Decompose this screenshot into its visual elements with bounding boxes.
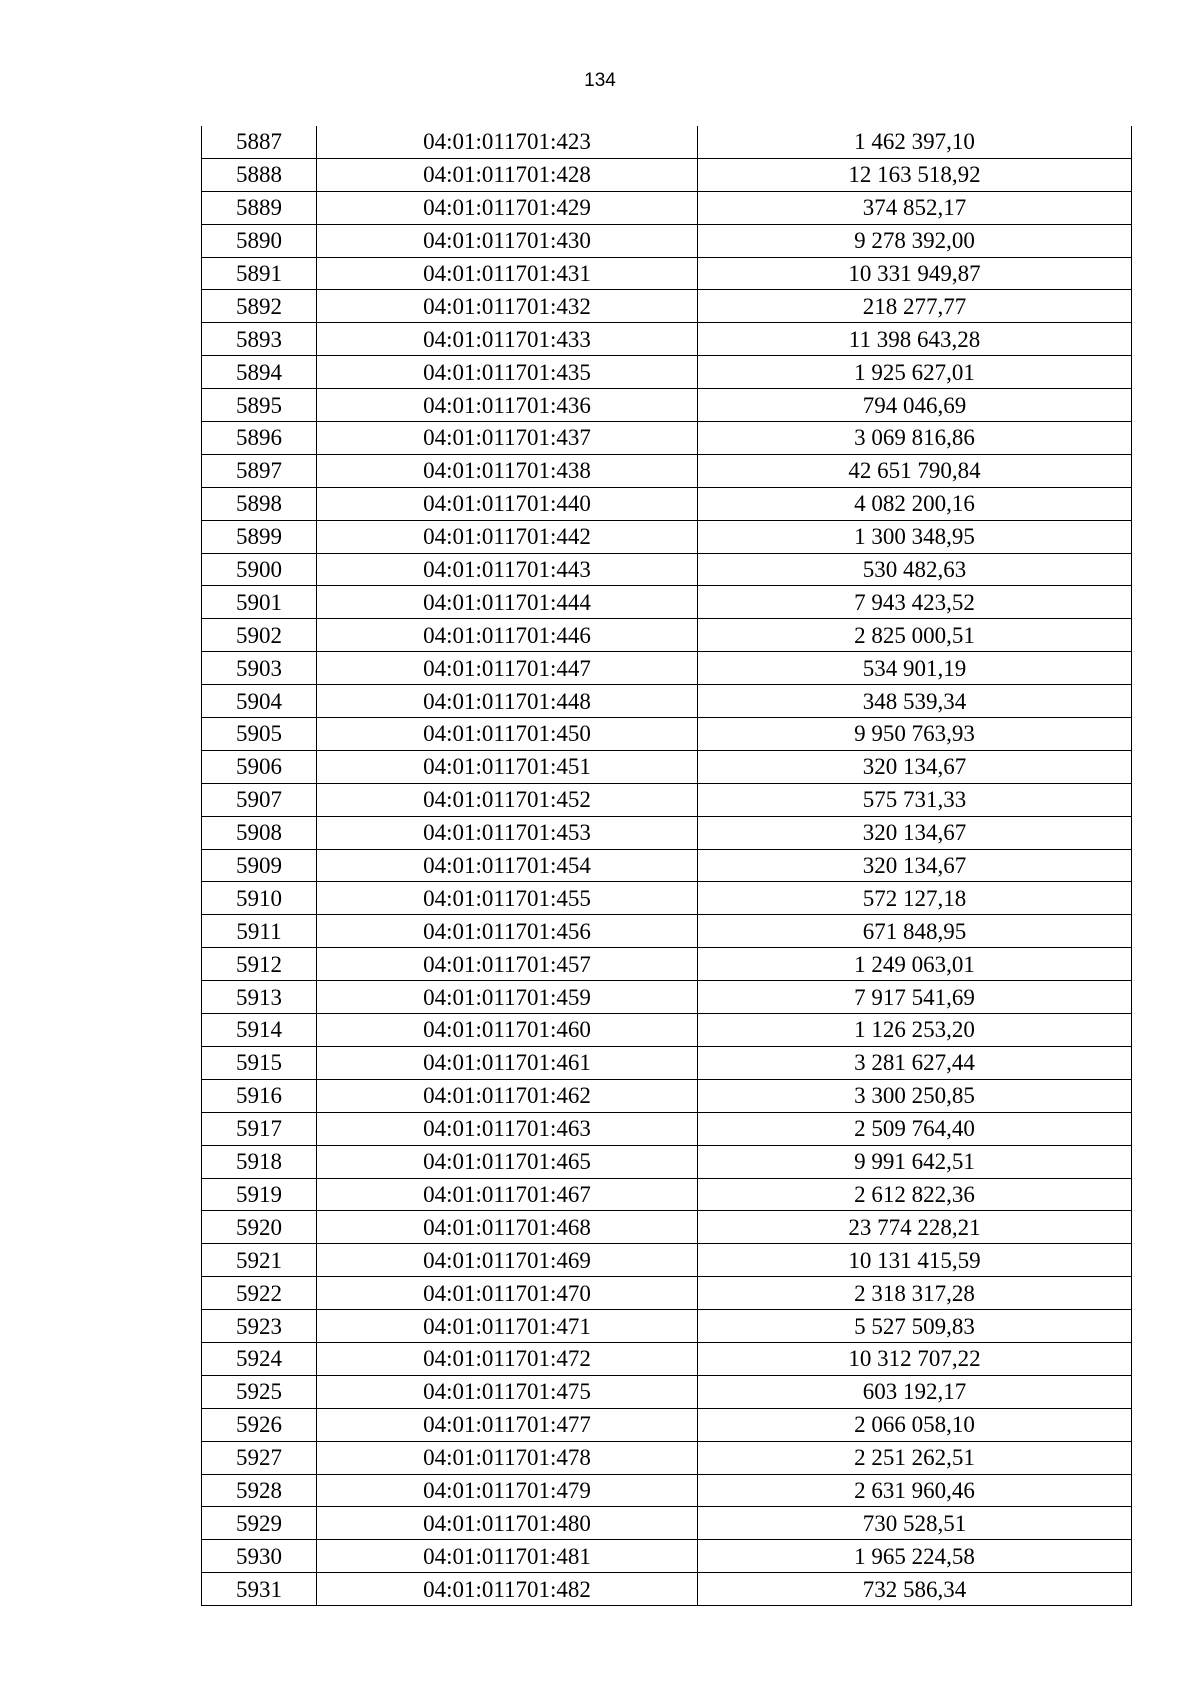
cadastral-value-cell: 730 528,51 [698, 1507, 1132, 1540]
row-number-cell: 5903 [202, 652, 317, 685]
table-row [202, 816, 1132, 849]
table-row [202, 389, 1132, 422]
table-row [202, 1277, 1132, 1310]
cadastral-number-cell: 04:01:011701:429 [317, 191, 698, 224]
cadastral-value-cell: 7 943 423,52 [698, 586, 1132, 619]
cadastral-number-cell: 04:01:011701:467 [317, 1178, 698, 1211]
row-number-cell: 5915 [202, 1046, 317, 1079]
row-number-cell: 5911 [202, 915, 317, 948]
cadastral-value-cell: 348 539,34 [698, 685, 1132, 718]
cadastral-value-cell: 530 482,63 [698, 553, 1132, 586]
cadastral-value-cell: 534 901,19 [698, 652, 1132, 685]
cadastral-value-cell: 2 825 000,51 [698, 619, 1132, 652]
cadastral-value-cell: 2 251 262,51 [698, 1441, 1132, 1474]
table-row [202, 356, 1132, 389]
row-number-cell: 5907 [202, 783, 317, 816]
row-number-cell: 5920 [202, 1211, 317, 1244]
row-number-cell: 5891 [202, 257, 317, 290]
cadastral-number-cell: 04:01:011701:456 [317, 915, 698, 948]
row-number-cell: 5913 [202, 981, 317, 1014]
table-row [202, 685, 1132, 718]
cadastral-number-cell: 04:01:011701:453 [317, 816, 698, 849]
cadastral-value-cell: 12 163 518,92 [698, 158, 1132, 191]
cadastral-number-cell: 04:01:011701:457 [317, 948, 698, 981]
table-row [202, 520, 1132, 553]
cadastral-value-cell: 10 131 415,59 [698, 1244, 1132, 1277]
cadastral-value-cell: 3 069 816,86 [698, 422, 1132, 455]
cadastral-number-cell: 04:01:011701:423 [317, 126, 698, 158]
cadastral-value-cell: 3 281 627,44 [698, 1046, 1132, 1079]
table-row [202, 981, 1132, 1014]
row-number-cell: 5899 [202, 520, 317, 553]
cadastral-value-cell: 10 331 949,87 [698, 257, 1132, 290]
table-row [202, 1211, 1132, 1244]
cadastral-number-cell: 04:01:011701:446 [317, 619, 698, 652]
table-row [202, 586, 1132, 619]
cadastral-value-cell: 374 852,17 [698, 191, 1132, 224]
row-number-cell: 5916 [202, 1079, 317, 1112]
table-row [202, 1573, 1132, 1606]
table-row [202, 1145, 1132, 1178]
cadastral-value-cell: 1 126 253,20 [698, 1014, 1132, 1047]
cadastral-number-cell: 04:01:011701:475 [317, 1375, 698, 1408]
table-row [202, 652, 1132, 685]
cadastral-value-cell: 7 917 541,69 [698, 981, 1132, 1014]
cadastral-value-cell: 1 925 627,01 [698, 356, 1132, 389]
table-row [202, 323, 1132, 356]
table-row [202, 1375, 1132, 1408]
cadastral-value-cell: 5 527 509,83 [698, 1310, 1132, 1343]
table-row [202, 126, 1132, 158]
table-row [202, 915, 1132, 948]
row-number-cell: 5901 [202, 586, 317, 619]
row-number-cell: 5895 [202, 389, 317, 422]
row-number-cell: 5931 [202, 1573, 317, 1606]
table-row [202, 191, 1132, 224]
table-row [202, 553, 1132, 586]
cadastral-number-cell: 04:01:011701:477 [317, 1408, 698, 1441]
table-row [202, 1014, 1132, 1047]
row-number-cell: 5906 [202, 750, 317, 783]
table-row [202, 849, 1132, 882]
cadastral-number-cell: 04:01:011701:478 [317, 1441, 698, 1474]
row-number-cell: 5894 [202, 356, 317, 389]
row-number-cell: 5893 [202, 323, 317, 356]
cadastral-value-cell: 603 192,17 [698, 1375, 1132, 1408]
row-number-cell: 5919 [202, 1178, 317, 1211]
table-row [202, 257, 1132, 290]
cadastral-value-cell: 1 965 224,58 [698, 1540, 1132, 1573]
table-row [202, 948, 1132, 981]
cadastral-number-cell: 04:01:011701:481 [317, 1540, 698, 1573]
cadastral-value-cell: 4 082 200,16 [698, 487, 1132, 520]
cadastral-value-cell: 9 991 642,51 [698, 1145, 1132, 1178]
cadastral-number-cell: 04:01:011701:440 [317, 487, 698, 520]
cadastral-number-cell: 04:01:011701:452 [317, 783, 698, 816]
row-number-cell: 5925 [202, 1375, 317, 1408]
row-number-cell: 5921 [202, 1244, 317, 1277]
cadastral-value-cell: 320 134,67 [698, 816, 1132, 849]
cadastral-value-cell: 23 774 228,21 [698, 1211, 1132, 1244]
row-number-cell: 5917 [202, 1112, 317, 1145]
cadastral-number-cell: 04:01:011701:433 [317, 323, 698, 356]
cadastral-value-cell: 320 134,67 [698, 849, 1132, 882]
row-number-cell: 5930 [202, 1540, 317, 1573]
table-row [202, 290, 1132, 323]
cadastral-value-cell: 2 612 822,36 [698, 1178, 1132, 1211]
row-number-cell: 5927 [202, 1441, 317, 1474]
cadastral-value-table [201, 126, 1132, 1606]
table-row [202, 1441, 1132, 1474]
cadastral-value-cell: 320 134,67 [698, 750, 1132, 783]
cadastral-number-cell: 04:01:011701:444 [317, 586, 698, 619]
table-row [202, 487, 1132, 520]
cadastral-number-cell: 04:01:011701:482 [317, 1573, 698, 1606]
row-number-cell: 5922 [202, 1277, 317, 1310]
row-number-cell: 5890 [202, 224, 317, 257]
row-number-cell: 5914 [202, 1014, 317, 1047]
row-number-cell: 5887 [202, 126, 317, 158]
cadastral-value-cell: 575 731,33 [698, 783, 1132, 816]
table-row [202, 1112, 1132, 1145]
cadastral-value-cell: 10 312 707,22 [698, 1342, 1132, 1375]
cadastral-value-cell: 9 950 763,93 [698, 718, 1132, 751]
cadastral-number-cell: 04:01:011701:437 [317, 422, 698, 455]
cadastral-number-cell: 04:01:011701:447 [317, 652, 698, 685]
cadastral-number-cell: 04:01:011701:463 [317, 1112, 698, 1145]
cadastral-number-cell: 04:01:011701:443 [317, 553, 698, 586]
cadastral-number-cell: 04:01:011701:472 [317, 1342, 698, 1375]
cadastral-value-cell: 9 278 392,00 [698, 224, 1132, 257]
cadastral-number-cell: 04:01:011701:431 [317, 257, 698, 290]
table-row [202, 1540, 1132, 1573]
row-number-cell: 5910 [202, 882, 317, 915]
table-row [202, 619, 1132, 652]
row-number-cell: 5924 [202, 1342, 317, 1375]
table-row [202, 1046, 1132, 1079]
cadastral-number-cell: 04:01:011701:442 [317, 520, 698, 553]
cadastral-value-cell: 2 066 058,10 [698, 1408, 1132, 1441]
table-row [202, 454, 1132, 487]
table-row [202, 1310, 1132, 1343]
table-row [202, 1408, 1132, 1441]
row-number-cell: 5897 [202, 454, 317, 487]
cadastral-value-cell: 1 300 348,95 [698, 520, 1132, 553]
cadastral-value-cell: 3 300 250,85 [698, 1079, 1132, 1112]
cadastral-number-cell: 04:01:011701:460 [317, 1014, 698, 1047]
cadastral-value-cell: 42 651 790,84 [698, 454, 1132, 487]
row-number-cell: 5929 [202, 1507, 317, 1540]
cadastral-number-cell: 04:01:011701:430 [317, 224, 698, 257]
table-row [202, 1079, 1132, 1112]
row-number-cell: 5918 [202, 1145, 317, 1178]
cadastral-number-cell: 04:01:011701:461 [317, 1046, 698, 1079]
row-number-cell: 5896 [202, 422, 317, 455]
row-number-cell: 5902 [202, 619, 317, 652]
cadastral-number-cell: 04:01:011701:465 [317, 1145, 698, 1178]
row-number-cell: 5923 [202, 1310, 317, 1343]
cadastral-number-cell: 04:01:011701:435 [317, 356, 698, 389]
table-row [202, 422, 1132, 455]
cadastral-number-cell: 04:01:011701:479 [317, 1474, 698, 1507]
table-row [202, 158, 1132, 191]
cadastral-number-cell: 04:01:011701:450 [317, 718, 698, 751]
cadastral-number-cell: 04:01:011701:438 [317, 454, 698, 487]
cadastral-number-cell: 04:01:011701:459 [317, 981, 698, 1014]
cadastral-number-cell: 04:01:011701:469 [317, 1244, 698, 1277]
cadastral-value-cell: 572 127,18 [698, 882, 1132, 915]
table-row [202, 1342, 1132, 1375]
row-number-cell: 5898 [202, 487, 317, 520]
cadastral-value-cell: 1 462 397,10 [698, 126, 1132, 158]
cadastral-number-cell: 04:01:011701:471 [317, 1310, 698, 1343]
cadastral-number-cell: 04:01:011701:451 [317, 750, 698, 783]
table-row [202, 882, 1132, 915]
cadastral-value-cell: 671 848,95 [698, 915, 1132, 948]
cadastral-number-cell: 04:01:011701:468 [317, 1211, 698, 1244]
table-row [202, 224, 1132, 257]
table-row [202, 1244, 1132, 1277]
cadastral-value-cell: 1 249 063,01 [698, 948, 1132, 981]
cadastral-value-cell: 794 046,69 [698, 389, 1132, 422]
row-number-cell: 5928 [202, 1474, 317, 1507]
row-number-cell: 5912 [202, 948, 317, 981]
cadastral-number-cell: 04:01:011701:436 [317, 389, 698, 422]
row-number-cell: 5905 [202, 718, 317, 751]
cadastral-number-cell: 04:01:011701:455 [317, 882, 698, 915]
table-row [202, 750, 1132, 783]
cadastral-number-cell: 04:01:011701:470 [317, 1277, 698, 1310]
cadastral-value-cell: 11 398 643,28 [698, 323, 1132, 356]
row-number-cell: 5900 [202, 553, 317, 586]
table-row [202, 1474, 1132, 1507]
cadastral-number-cell: 04:01:011701:480 [317, 1507, 698, 1540]
page-number: 134 [584, 70, 616, 91]
cadastral-value-cell: 732 586,34 [698, 1573, 1132, 1606]
cadastral-number-cell: 04:01:011701:462 [317, 1079, 698, 1112]
cadastral-value-cell: 2 318 317,28 [698, 1277, 1132, 1310]
row-number-cell: 5909 [202, 849, 317, 882]
cadastral-number-cell: 04:01:011701:432 [317, 290, 698, 323]
table-row [202, 783, 1132, 816]
cadastral-value-cell: 2 631 960,46 [698, 1474, 1132, 1507]
table-body [202, 126, 1132, 1606]
row-number-cell: 5889 [202, 191, 317, 224]
cadastral-value-cell: 2 509 764,40 [698, 1112, 1132, 1145]
row-number-cell: 5904 [202, 685, 317, 718]
row-number-cell: 5908 [202, 816, 317, 849]
table-row [202, 1507, 1132, 1540]
table-row [202, 718, 1132, 751]
cadastral-number-cell: 04:01:011701:428 [317, 158, 698, 191]
row-number-cell: 5926 [202, 1408, 317, 1441]
cadastral-value-cell: 218 277,77 [698, 290, 1132, 323]
cadastral-number-cell: 04:01:011701:448 [317, 685, 698, 718]
table-row [202, 1178, 1132, 1211]
row-number-cell: 5892 [202, 290, 317, 323]
row-number-cell: 5888 [202, 158, 317, 191]
cadastral-number-cell: 04:01:011701:454 [317, 849, 698, 882]
